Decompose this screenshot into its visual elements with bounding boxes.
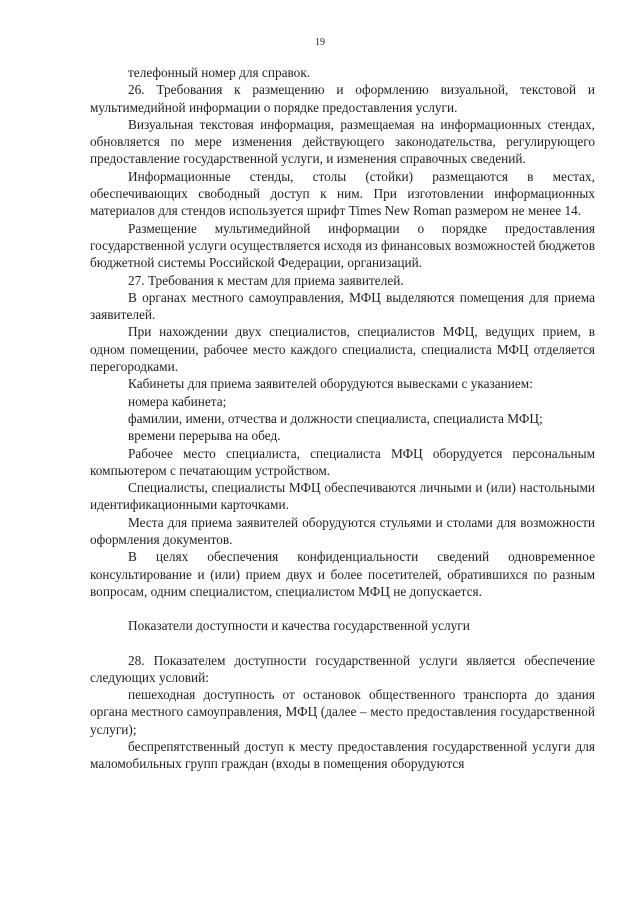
paragraph: В органах местного самоуправления, МФЦ выделяются помещения для приема заявителей. xyxy=(90,289,595,323)
paragraph: пешеходная доступность от остановок общественного транспорта до здания органа местного самоуправления, МФЦ (далее – место предоставления государственной услуги); xyxy=(90,687,595,737)
paragraph: Места для приема заявителей оборудуются стульями и столами для возможности оформления документов. xyxy=(90,514,595,548)
list-item: номера кабинета; xyxy=(128,393,227,409)
paragraph: телефонный номер для справок. xyxy=(128,65,311,80)
paragraph: 28. Показателем доступности государственной услуги является обеспечение следующих условий: xyxy=(90,652,595,685)
paragraph: 26. Требования к размещению и оформлению визуальной, текстовой и мультимедийной информации о порядке предоставления услуги. xyxy=(90,82,595,115)
paragraph: Рабочее место специалиста, специалиста МФЦ оборудуется персональным компьютером с печатающим устройством. xyxy=(90,445,595,478)
paragraph: Кабинеты для приема заявителей оборудуются вывесками с указанием: xyxy=(128,376,533,392)
list-item: фамилии, имени, отчества и должности специалиста, специалиста МФЦ; xyxy=(128,410,543,426)
paragraph: Размещение мультимедийной информации о порядке предоставления государственной услуги осуществляется исходя из финансовых возможностей бюджетов бюджетной системы Российской Федерации, организаций. xyxy=(90,220,595,271)
paragraph: Информационные стенды, столы (стойки) размещаются в местах, обеспечивающих свободный доступ к ним. При изготовлении информационных материалов для стендов используется шрифт Times New Roman размером не менее 14. xyxy=(90,168,595,219)
list-item: времени перерыва на обед. xyxy=(128,428,281,444)
paragraph: При нахождении двух специалистов, специалистов МФЦ, ведущих прием, в одном помещении, рабочее место каждого специалиста, специалиста МФЦ отделяется перегородками. xyxy=(90,324,595,375)
section-heading: Показатели доступности и качества государственной услуги xyxy=(128,618,470,634)
document-body xyxy=(90,64,595,773)
paragraph: беспрепятственный доступ к месту предоставления государственной услуги для маломобильных групп граждан (входы в помещения оборудуются xyxy=(90,738,595,772)
paragraph: Специалисты, специалисты МФЦ обеспечиваются личными и (или) настольными идентификационными карточками. xyxy=(90,480,595,513)
paragraph: 27. Требования к местам для приема заявителей. xyxy=(128,272,404,288)
paragraph: В целях обеспечения конфиденциальности сведений одновременное консультирование и (или) прием двух и более посетителей, обратившихся по разным вопросам, одним специалистом, специалистом МФЦ не допускается. xyxy=(90,549,595,599)
paragraph: Визуальная текстовая информация, размещаемая на информационных стендах, обновляется по мере изменения действующего законодательства, регулирующего предоставление государственной услуги, и изменения справочных сведений. xyxy=(90,116,595,167)
page-number: 19 xyxy=(315,37,325,48)
